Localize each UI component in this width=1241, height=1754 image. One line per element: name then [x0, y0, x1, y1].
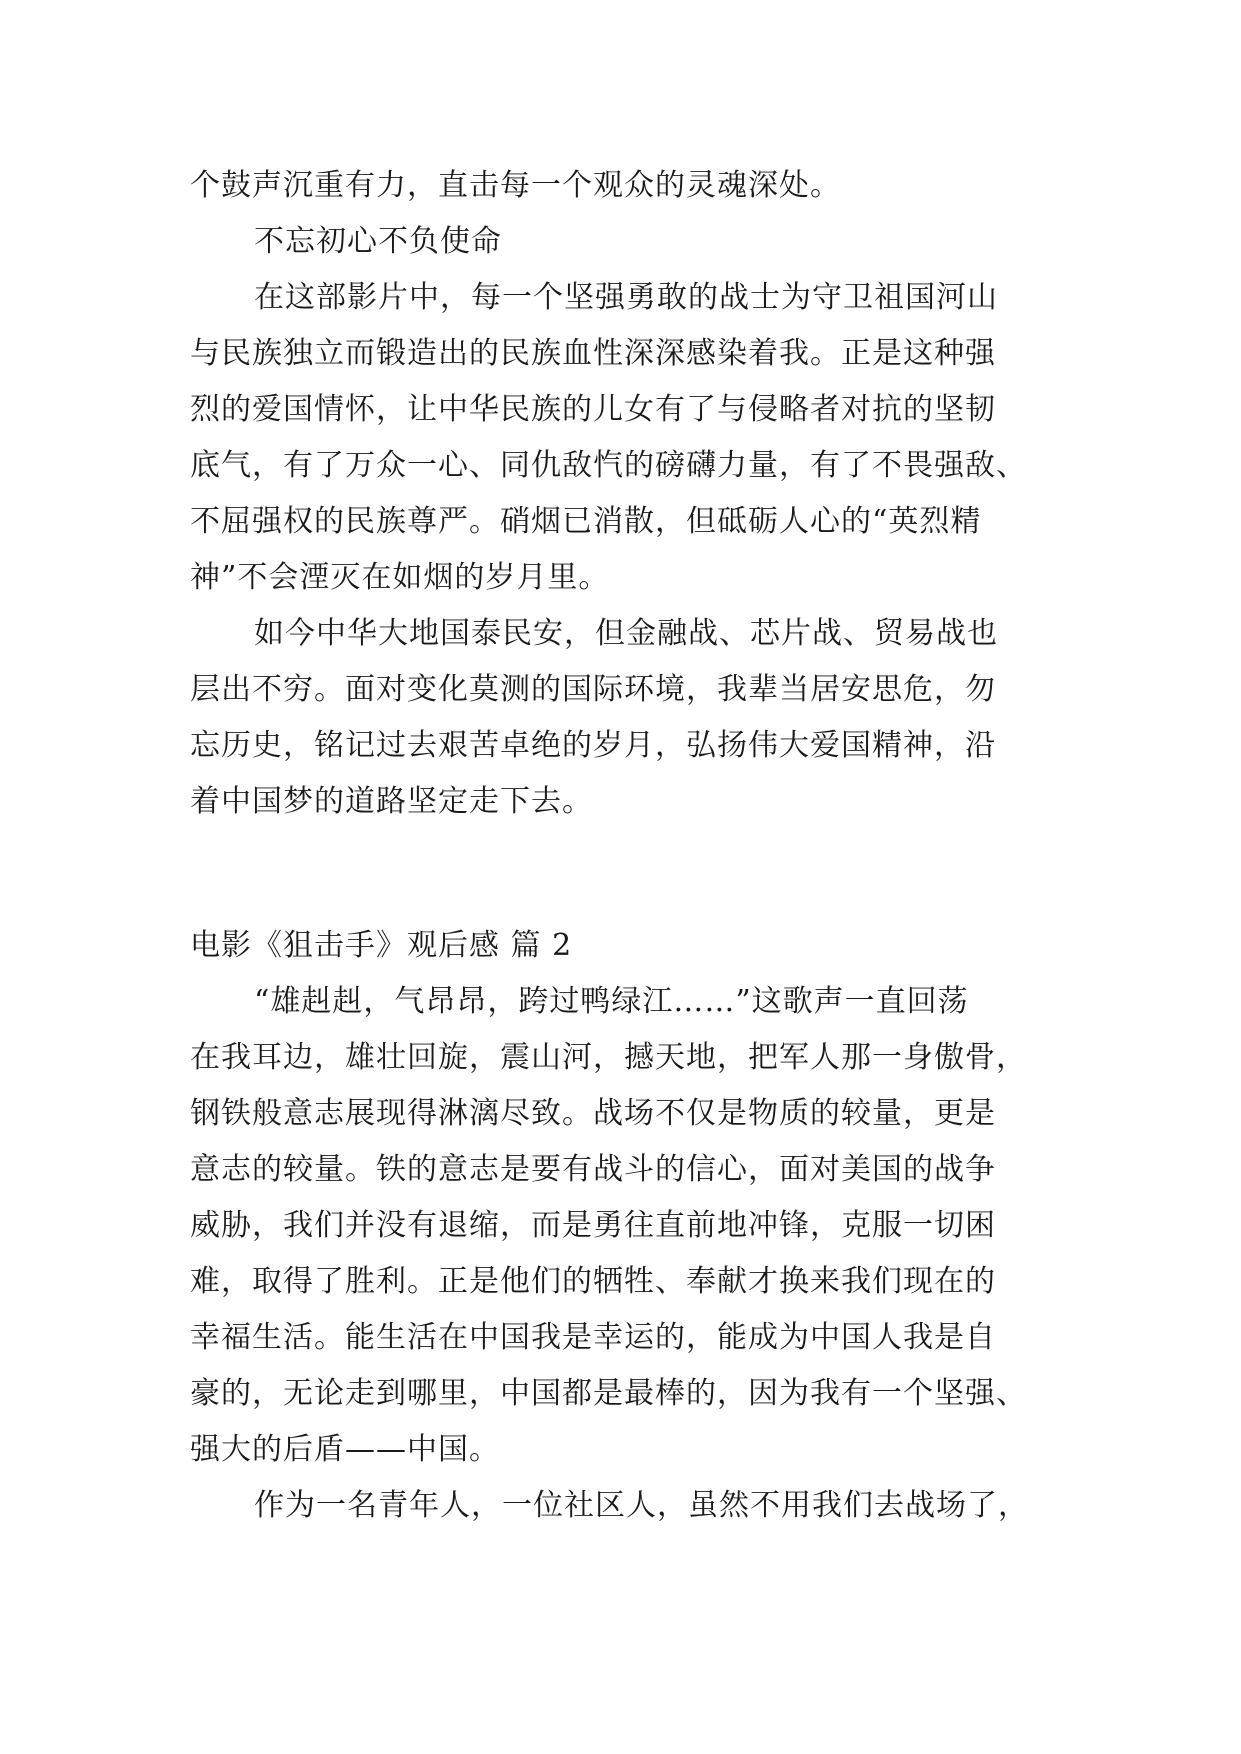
paragraph-line: 忘历史，铭记过去艰苦卓绝的岁月，弘扬伟大爱国精神，沿	[190, 728, 996, 763]
paragraph-line: 个鼓声沉重有力，直击每一个观众的灵魂深处。	[190, 168, 841, 203]
paragraph-line: 烈的爱国情怀，让中华民族的儿女有了与侵略者对抗的坚韧	[190, 392, 996, 427]
paragraph-line: 底气，有了万众一心、同仇敌忾的磅礴力量，有了不畏强敌、	[190, 448, 1027, 483]
document-body	[190, 158, 1052, 1534]
section-heading: 电影《狙击手》观后感 篇 2	[190, 928, 573, 963]
paragraph-line: 豪的，无论走到哪里，中国都是最棒的，因为我有一个坚强、	[190, 1376, 1027, 1411]
paragraph-line: 幸福生活。能生活在中国我是幸运的，能成为中国人我是自	[190, 1320, 996, 1355]
paragraph-line: 钢铁般意志展现得淋漓尽致。战场不仅是物质的较量，更是	[190, 1096, 996, 1131]
paragraph-line: 作为一名青年人，一位社区人，虽然不用我们去战场了，	[254, 1488, 1029, 1523]
paragraph-line: 层出不穷。面对变化莫测的国际环境，我辈当居安思危，勿	[190, 672, 996, 707]
section-spacer	[190, 830, 1052, 918]
paragraph-line: 神”不会湮灭在如烟的岁月里。	[190, 560, 610, 595]
paragraph-line: 强大的后盾——中国。	[190, 1432, 500, 1467]
paragraph-line: 难，取得了胜利。正是他们的牺牲、奉献才换来我们现在的	[190, 1264, 996, 1299]
paragraph-line: 威胁，我们并没有退缩，而是勇往直前地冲锋，克服一切困	[190, 1208, 996, 1243]
paragraph-line: 意志的较量。铁的意志是要有战斗的信心，面对美国的战争	[190, 1152, 996, 1187]
paragraph-line: 与民族独立而锻造出的民族血性深深感染着我。正是这种强	[190, 336, 996, 371]
paragraph-line: “雄赳赳，气昂昂，跨过鸭绿江……”这歌声一直回荡	[254, 984, 969, 1019]
paragraph-line: 如今中华大地国泰民安，但金融战、芯片战、贸易战也	[254, 616, 998, 651]
paragraph-line: 在我耳边，雄壮回旋，震山河，撼天地，把军人那一身傲骨，	[190, 1040, 1027, 1075]
paragraph-line: 着中国梦的道路坚定走下去。	[190, 784, 593, 819]
subheading: 不忘初心不负使命	[254, 224, 502, 259]
paragraph-line: 不屈强权的民族尊严。硝烟已消散，但砥砺人心的“英烈精	[190, 504, 982, 539]
paragraph-line: 在这部影片中，每一个坚强勇敢的战士为守卫祖国河山	[254, 280, 998, 315]
